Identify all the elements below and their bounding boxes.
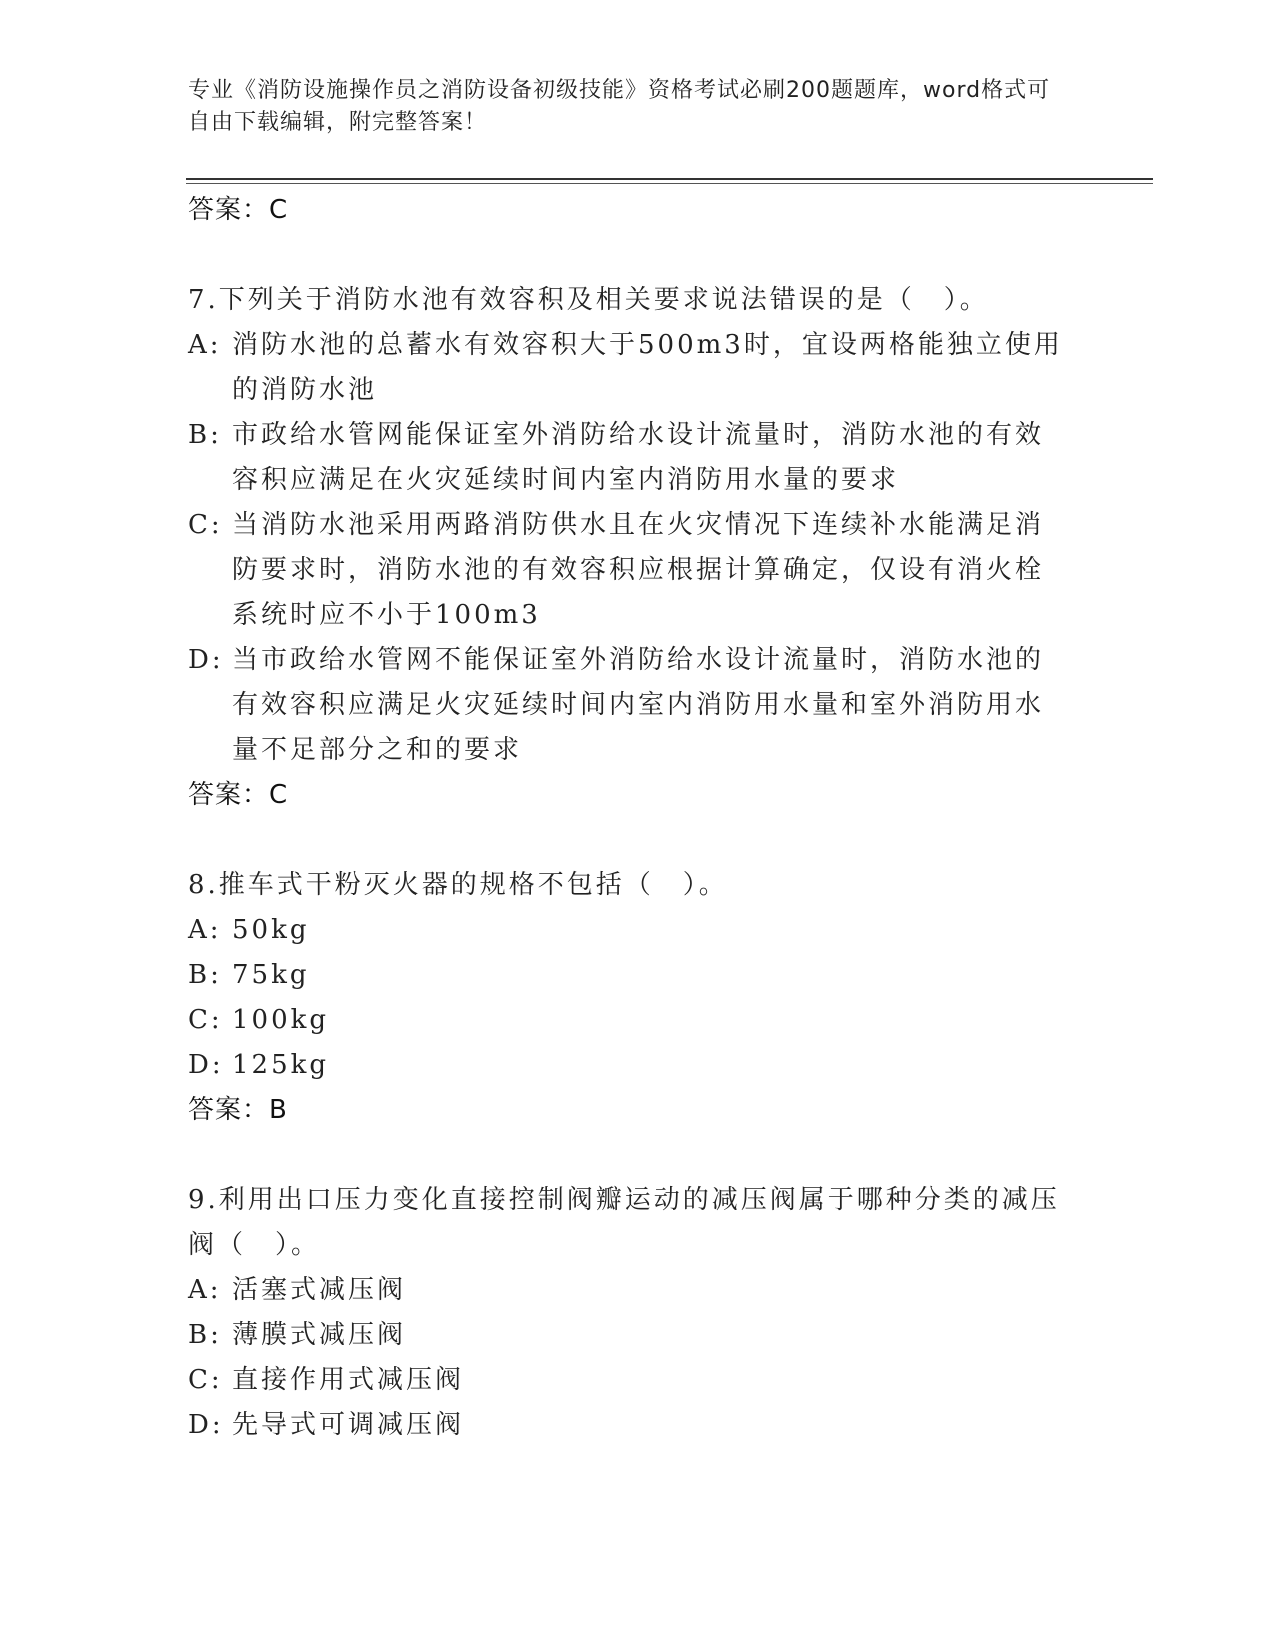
question-block <box>188 278 1068 818</box>
answer-line: 答案：C <box>188 195 289 225</box>
option-key: D: <box>188 645 224 675</box>
option-item <box>188 323 1068 413</box>
option-key: D: <box>188 1410 224 1440</box>
option-text: 消防水池的总蓄水有效容积大于500m3时，宜设两格能独立使用的消防水池 <box>232 330 1063 405</box>
option-text: 薄膜式减压阀 <box>232 1320 407 1350</box>
option-text: 100kg <box>232 1005 330 1035</box>
option-key: C: <box>188 1365 223 1395</box>
option-item <box>188 998 1068 1043</box>
option-item <box>188 638 1068 773</box>
option-item <box>188 1403 1068 1448</box>
question-stem: 8.推车式干粉灭火器的规格不包括（ ）。 <box>188 870 728 900</box>
option-key: A: <box>188 1275 222 1305</box>
document-header: 专业《消防设施操作员之消防设备初级技能》资格考试必刷200题题库，word格式可自由下载编辑，附完整答案！ <box>188 78 1051 135</box>
option-text: 直接作用式减压阀 <box>232 1365 465 1395</box>
header-rule-thick <box>186 178 1153 180</box>
option-key: B: <box>188 420 222 450</box>
spacer <box>188 1133 1068 1178</box>
option-text: 当市政给水管网不能保证室外消防给水设计流量时，消防水池的有效容积应满足火灾延续时间内室内消防用水量和室外消防用水量不足部分之和的要求 <box>232 645 1045 765</box>
option-text: 当消防水池采用两路消防供水且在火灾情况下连续补水能满足消防要求时，消防水池的有效容积应根据计算确定，仅设有消火栓系统时应不小于100m3 <box>232 510 1045 630</box>
header-rule-thin <box>186 183 1153 184</box>
option-text: 50kg <box>232 915 310 945</box>
option-item <box>188 503 1068 638</box>
option-text: 先导式可调减压阀 <box>232 1410 465 1440</box>
spacer <box>188 818 1068 863</box>
option-item <box>188 1043 1068 1088</box>
option-item <box>188 953 1068 998</box>
option-key: A: <box>188 330 222 360</box>
question-content <box>188 188 1068 1448</box>
spacer <box>188 233 1068 278</box>
option-key: A: <box>188 915 222 945</box>
question-block <box>188 1178 1068 1448</box>
question-stem: 9.利用出口压力变化直接控制阀瓣运动的减压阀属于哪种分类的减压阀（ ）。 <box>188 1185 1060 1260</box>
option-item <box>188 413 1068 503</box>
option-item <box>188 1268 1068 1313</box>
option-key: D: <box>188 1050 224 1080</box>
answer-line: 答案：B <box>188 1095 288 1125</box>
option-item <box>188 1358 1068 1403</box>
option-key: B: <box>188 960 222 990</box>
option-item <box>188 908 1068 953</box>
answer-line: 答案：C <box>188 780 289 810</box>
option-item <box>188 1313 1068 1358</box>
question-stem: 7.下列关于消防水池有效容积及相关要求说法错误的是（ ）。 <box>188 285 989 315</box>
option-key: C: <box>188 510 223 540</box>
option-text: 125kg <box>232 1050 330 1080</box>
option-key: C: <box>188 1005 223 1035</box>
option-text: 活塞式减压阀 <box>232 1275 407 1305</box>
option-key: B: <box>188 1320 222 1350</box>
question-block <box>188 863 1068 1133</box>
option-text: 市政给水管网能保证室外消防给水设计流量时，消防水池的有效容积应满足在火灾延续时间内室内消防用水量的要求 <box>232 420 1045 495</box>
option-text: 75kg <box>232 960 310 990</box>
